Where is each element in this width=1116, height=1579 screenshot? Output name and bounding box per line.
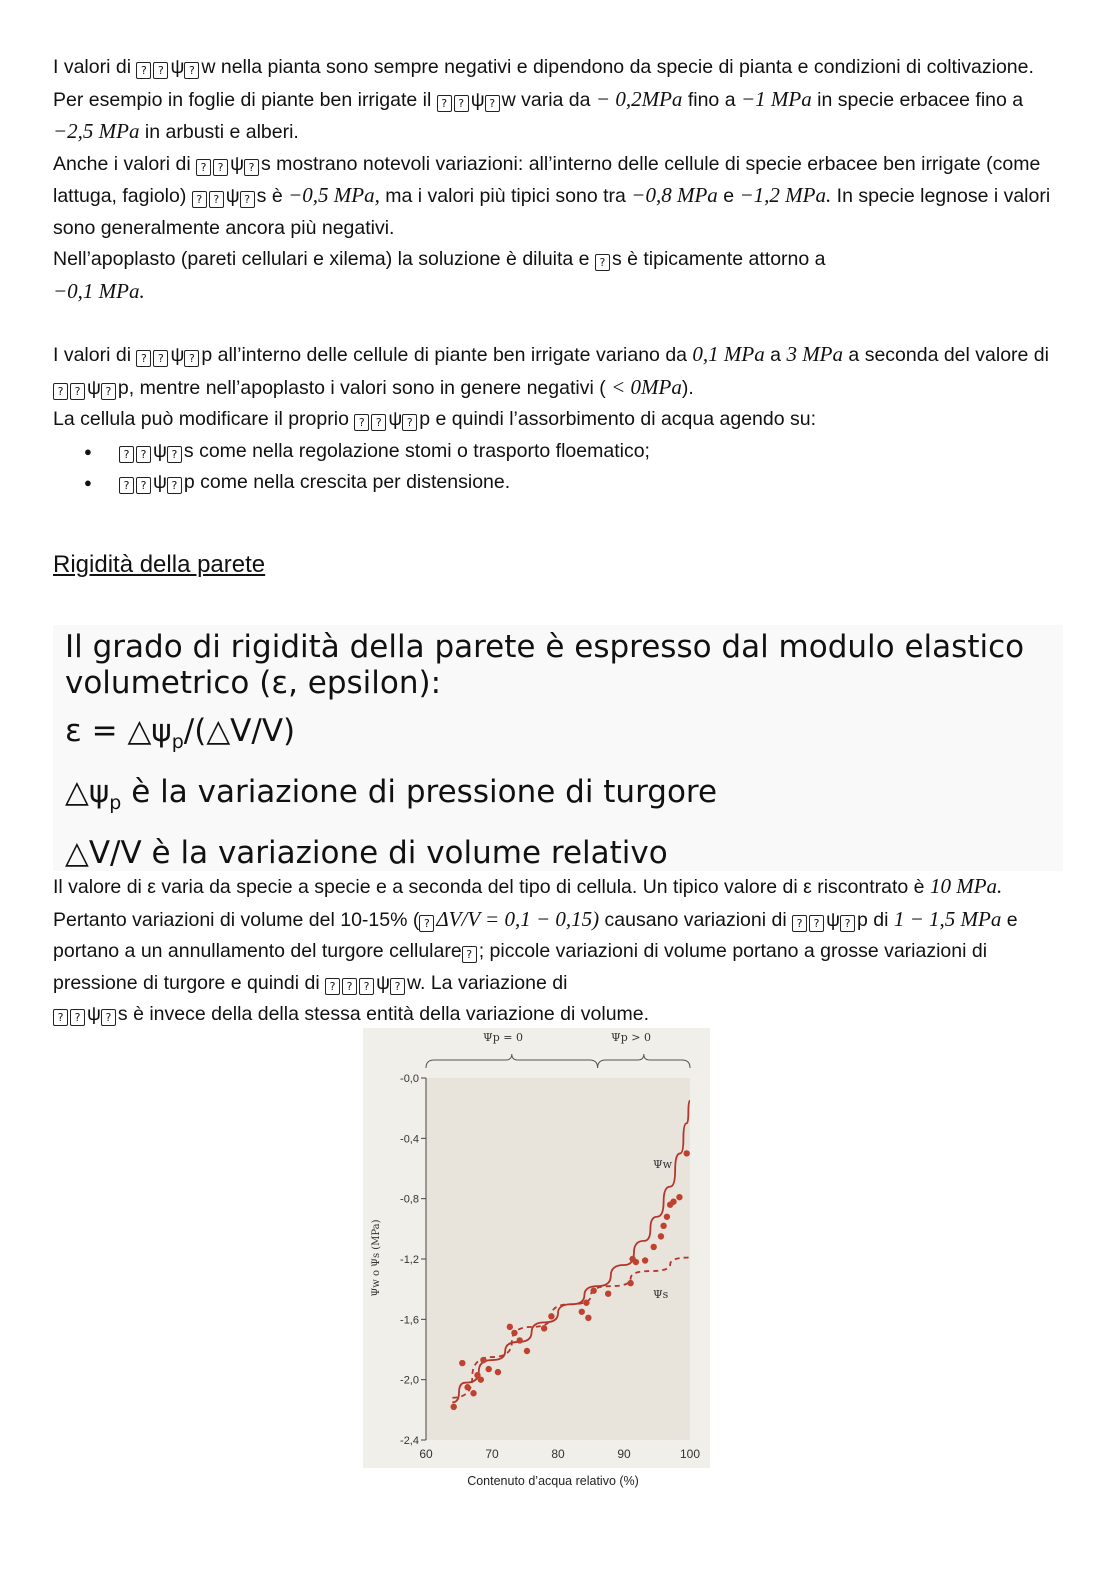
list-item: ● ? ? ψ ? p come nella crescita per distensione. <box>119 467 1063 499</box>
data-point <box>658 1233 664 1239</box>
data-point <box>642 1257 648 1263</box>
bullet-list <box>53 436 1063 499</box>
data-point <box>464 1384 470 1390</box>
label-psi-s: Ψs <box>653 1288 669 1301</box>
y-tick-label: -1,2 <box>400 1254 419 1266</box>
y-tick-label: -0,8 <box>400 1193 419 1206</box>
data-point <box>507 1324 513 1330</box>
x-tick-label: 90 <box>617 1447 631 1461</box>
data-point <box>486 1366 492 1372</box>
missing-glyph-box: ? <box>454 95 469 112</box>
data-point <box>459 1360 465 1366</box>
data-point <box>478 1376 484 1382</box>
data-point <box>451 1404 457 1410</box>
data-point <box>664 1214 670 1220</box>
data-point <box>517 1337 523 1343</box>
y-tick-label: -2,0 <box>400 1374 419 1387</box>
missing-glyph-box: ? <box>485 95 500 112</box>
data-point <box>633 1259 639 1265</box>
data-point <box>627 1280 633 1286</box>
section-title: Rigidità della parete <box>53 551 266 578</box>
data-point <box>541 1325 547 1331</box>
data-point <box>583 1300 589 1306</box>
list-item: ● ? ? ψ ? s come nella regolazione stomi o trasporto floematico; <box>119 436 1063 468</box>
data-point <box>676 1194 682 1200</box>
x-tick-label: 100 <box>679 1447 701 1461</box>
missing-glyph-box: ? <box>184 62 199 79</box>
x-tick-label: 60 <box>419 1447 433 1461</box>
data-point <box>579 1309 585 1315</box>
slide-formula: $\varepsilon = \triangle\psi_p/(\triangle V/V)$ <box>65 713 296 754</box>
slide-line-1: Il grado di rigidità della parete è espresso dal modulo elastico <box>65 629 1025 665</box>
data-point <box>470 1390 476 1396</box>
paragraph-psi-p: I valori di ? ? ψ ? p all’interno delle cellule di piante ben irrigate variano da 0,1 MPa a 3 MPa a seconda del valore di ? ? ψ ? p, mentre nell’apoplasto i valori sono in genere negativi ( < 0MPa). <box>53 342 1049 399</box>
data-point <box>684 1150 690 1156</box>
slide-line-5: △V/V è la variazione di volume relativo <box>65 835 668 872</box>
data-point <box>524 1348 530 1354</box>
data-point <box>495 1369 501 1375</box>
data-point <box>670 1198 676 1204</box>
y-tick-label: -0,4 <box>400 1133 419 1146</box>
data-point <box>605 1290 611 1296</box>
data-point <box>548 1313 554 1319</box>
paragraph-psi-s: Anche i valori di ? ? ψ ? s mostrano notevoli variazioni: all’interno delle cellule di specie erbacee ben irrigate (come lattuga, fagiolo) ? ? ψ ? s è −0,5 MPa, ma i valori più tipici sono tra −0,8 MPa e −1,2 MPa. In specie legnose i valori sono generalmente ancora più negativi. <box>53 152 1051 239</box>
body-text <box>53 52 1063 499</box>
missing-glyph-box: ? <box>136 62 151 79</box>
data-point <box>590 1287 596 1293</box>
brace-label-psi-p-positive: Ψp > 0 <box>611 1031 651 1044</box>
data-point <box>480 1357 486 1363</box>
paragraph-epsilon: Il valore di ε varia da specie a specie e a seconda del tipo di cellula. Un tipico valore di ε riscontrato è 10 MPa. Pertanto variazioni di volume del 10-15% ( ? ΔV/V = 0,1 − 0,15) causano variazioni di ? ? ψ ? p di 1 − 1,5 MPa e portano a un annullamento del turgore cellulare ? ; piccole variazioni di volume portano a grosse variazioni di pressione di turgore e quindi di ? ? ? ψ ? w. La variazione di ? ? ψ ? s è invece della della stessa entità della variazione di volume. <box>53 874 1018 1025</box>
slide-line-4: $\triangle\psi_p$ è la variazione di pressione di turgore <box>65 774 718 815</box>
paragraph-apoplasto: Nell’apoplasto (pareti cellulari e xilema) la soluzione è diluita e ? s è tipicamente attorno a −0,1 MPa. <box>53 248 826 303</box>
missing-glyph-box: ? <box>437 95 452 112</box>
data-point <box>651 1244 657 1250</box>
y-axis-label: Ψw o Ψs (MPa) <box>371 1219 382 1297</box>
y-tick-label: -0,0 <box>400 1073 419 1085</box>
brace-label-psi-p-zero: Ψp = 0 <box>483 1031 523 1044</box>
paragraph-psi-w: I valori di ? ? ψ ? w nella pianta sono sempre negativi e dipendono da specie di pianta e condizioni di coltivazione. Per esempio in foglie di piante ben irrigate il ? ? ψ ? w varia da − 0,2MPa fino a −1 MPa in specie erbacee fino a −2,5 MPa in arbusti e alberi. <box>53 56 1034 143</box>
water-potential-chart <box>363 1028 710 1468</box>
missing-glyph-box: ? <box>153 62 168 79</box>
y-tick-label: -2,4 <box>400 1435 419 1447</box>
paragraph-cellula: La cellula può modificare il proprio ? ? ψ ? p e quindi l’assorbimento di acqua agendo su: <box>53 408 817 430</box>
data-point <box>511 1330 517 1336</box>
slide-line-2: volumetrico (ε, epsilon): <box>65 665 442 701</box>
data-point <box>585 1315 591 1321</box>
label-psi-w: Ψw <box>653 1158 673 1171</box>
x-tick-label: 80 <box>551 1447 565 1461</box>
data-point <box>660 1223 666 1229</box>
slide-image <box>53 625 1063 871</box>
y-tick-label: -1,6 <box>400 1314 419 1327</box>
x-axis-label: Contenuto d’acqua relativo (%) <box>467 1474 639 1488</box>
x-tick-label: 70 <box>485 1447 499 1461</box>
